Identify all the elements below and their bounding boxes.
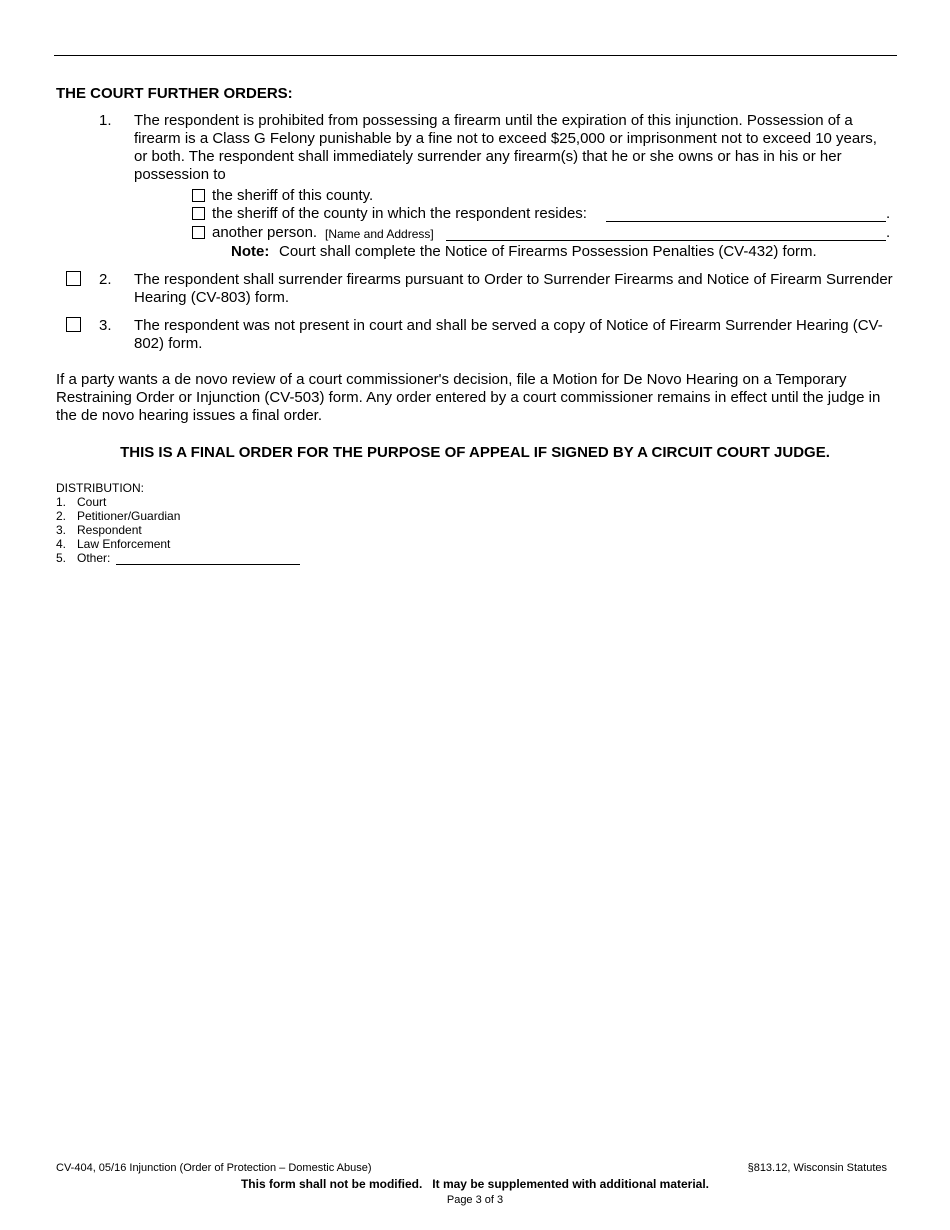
distribution-entry: 4. Law Enforcement [56, 537, 171, 551]
note-label: Note: [231, 243, 270, 260]
statute-reference: §813.12, Wisconsin Statutes [747, 1162, 887, 1174]
item-1-number: 1. [99, 112, 112, 129]
distribution-title: DISTRIBUTION: [56, 481, 145, 495]
option-sheriff-residence-county-label: the sheriff of the county in which the respondent resides: [212, 205, 587, 222]
item-2-number: 2. [99, 271, 112, 288]
item-1-text: The respondent is prohibited from possessing a firearm until the expiration of this injunction. Possession of a firearm is a Class G Felony punishable by a fine not to exceed $25,000 or imprisonment not to exceed 10 years, or both. The respondent shall immediately surrender any firearm(s) that he or she owns or has in his or her possession to [134, 112, 877, 183]
another-person-field[interactable] [446, 240, 886, 241]
residence-county-field[interactable] [606, 221, 886, 222]
distribution-entry: 2. Petitioner/Guardian [56, 509, 181, 523]
modification-notice: This form shall not be modified. It may be supplemented with additional material. [240, 1177, 710, 1191]
section-heading: THE COURT FURTHER ORDERS: [56, 85, 293, 102]
item-2-text: The respondent shall surrender firearms pursuant to Order to Surrender Firearms and Notice of Firearm Surrender Hearing (CV-803) form. [134, 271, 893, 306]
distribution-entry: 1. Court [56, 495, 107, 509]
final-order-statement: THIS IS A FINAL ORDER FOR THE PURPOSE OF APPEAL IF SIGNED BY A CIRCUIT COURT JUDGE. [120, 444, 830, 461]
distribution-list [56, 481, 180, 565]
option-another-person-checkbox[interactable] [192, 226, 205, 239]
note-text: Court shall complete the Notice of Firearms Possession Penalties (CV-432) form. [279, 243, 817, 260]
page-number: Page 3 of 3 [446, 1194, 504, 1206]
option-another-person-label: another person. [212, 224, 318, 241]
name-address-hint: [Name and Address] [325, 227, 434, 241]
form-id: CV-404, 05/16 Injunction (Order of Protection – Domestic Abuse) [56, 1162, 372, 1174]
item-2-checkbox[interactable] [66, 271, 81, 286]
option-sheriff-this-county-checkbox[interactable] [192, 189, 205, 202]
option-sheriff-residence-county-checkbox[interactable] [192, 207, 205, 220]
another-person-period: . [886, 224, 891, 241]
distribution-other-field[interactable] [116, 564, 300, 565]
residence-county-period: . [886, 205, 891, 222]
option-sheriff-this-county-label: the sheriff of this county. [212, 187, 374, 204]
distribution-entry: 5. Other: [56, 551, 111, 565]
item-3-checkbox[interactable] [66, 317, 81, 332]
item-3-text: The respondent was not present in court and shall be served a copy of Notice of Firearm Surrender Hearing (CV-802) form. [134, 317, 883, 352]
item-3-number: 3. [99, 317, 112, 334]
top-rule [54, 55, 897, 56]
de-novo-review-paragraph: If a party wants a de novo review of a court commissioner's decision, file a Motion for De Novo Hearing on a Temporary Restraining Order or Injunction (CV-503) form. Any order entered by a court commissioner remains in effect until the judge in the de novo hearing issues a final order. [56, 371, 881, 424]
distribution-entry: 3. Respondent [56, 523, 142, 537]
